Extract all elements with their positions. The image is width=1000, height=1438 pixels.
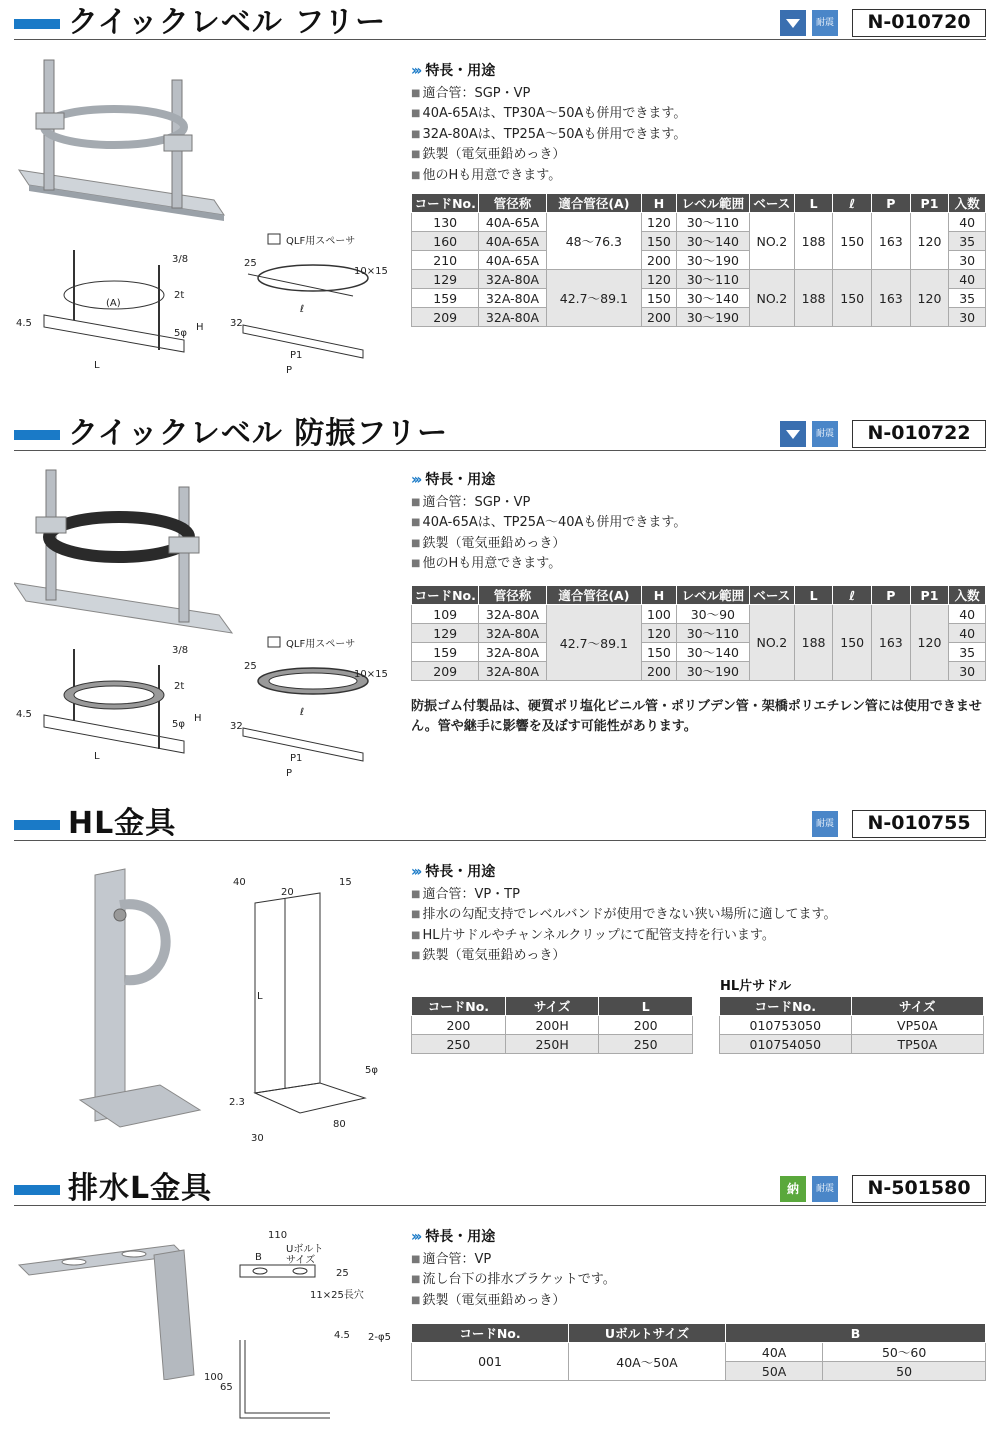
dim-label: 11×25長穴 xyxy=(310,1290,364,1301)
feature-item: ■ 他のHも用意できます。 xyxy=(411,554,686,575)
dim-label: 3/8 xyxy=(172,645,189,656)
cell: 40A-65A xyxy=(479,251,546,270)
feature-item: ■ HL片サドルやチャンネルクリップにて配管支持を行います。 xyxy=(411,926,837,947)
col-header: コードNo. xyxy=(412,997,506,1016)
cell: 35 xyxy=(949,643,986,662)
header-bar xyxy=(14,430,60,440)
cell: 010753050 xyxy=(720,1016,852,1035)
dim-label: L xyxy=(94,751,100,762)
hl-saddle-table xyxy=(719,996,984,1054)
spacer-drawing xyxy=(228,230,393,380)
dim-label: 32 xyxy=(230,721,243,732)
spacer-label: QLF用スペーサ xyxy=(286,236,356,247)
cell: NO.2 xyxy=(749,213,794,270)
col-header: 入数 xyxy=(949,586,986,605)
spacer-label: QLF用スペーサ xyxy=(286,639,356,650)
cell: 150 xyxy=(833,270,872,327)
cell: 120 xyxy=(642,624,677,643)
spacer-drawing xyxy=(228,633,393,783)
cell: 250H xyxy=(505,1035,599,1054)
product-code: N-010720 xyxy=(852,9,986,37)
table-row xyxy=(412,1016,693,1035)
section-quick-level-free xyxy=(0,0,1000,400)
cell: 40 xyxy=(949,624,986,643)
col-header: コードNo. xyxy=(720,997,852,1016)
table-row xyxy=(412,270,986,289)
cell: 150 xyxy=(642,232,677,251)
col-header: ℓ xyxy=(833,194,872,213)
dim-label: 25 xyxy=(336,1268,349,1279)
cell: 150 xyxy=(642,289,677,308)
cell: 130 xyxy=(412,213,479,232)
col-header: P xyxy=(872,194,911,213)
cell: 40 xyxy=(949,270,986,289)
dim-label: 4.5 xyxy=(16,709,32,720)
cell: 163 xyxy=(872,270,911,327)
col-header: コードNo. xyxy=(412,1324,569,1343)
cell: 48〜76.3 xyxy=(546,213,642,270)
section-header xyxy=(14,807,986,841)
cell: 150 xyxy=(642,643,677,662)
cell: 30〜140 xyxy=(676,289,749,308)
dim-label: 3/8 xyxy=(172,254,189,265)
header-bar xyxy=(14,820,60,830)
header-bar xyxy=(14,1185,60,1195)
cell: 163 xyxy=(872,213,911,270)
dim-label: 2t xyxy=(174,290,185,301)
seismic-icon: 耐震 xyxy=(812,421,838,447)
seismic-icon: 耐震 xyxy=(812,811,838,837)
col-header: コードNo. xyxy=(412,586,479,605)
cell: 30〜140 xyxy=(676,643,749,662)
col-header: レベル範囲 xyxy=(676,586,749,605)
col-header: 適合管径(A) xyxy=(546,586,642,605)
dim-label: 32 xyxy=(230,318,243,329)
feature-item: ■ 鉄製（電気亜鉛めっき） xyxy=(411,534,686,555)
cell: 30〜110 xyxy=(676,213,749,232)
dim-label: B xyxy=(255,1252,262,1263)
cell: 30〜90 xyxy=(676,605,749,624)
cell: 160 xyxy=(412,232,479,251)
dim-label: L xyxy=(257,991,263,1002)
cell: 50A xyxy=(726,1362,823,1381)
cell: 188 xyxy=(794,213,833,270)
col-header: H xyxy=(642,586,677,605)
cell: 32A-80A xyxy=(479,605,546,624)
feature-item: ■ 40A-65Aは、TP25A〜40Aも併用できます。 xyxy=(411,513,686,534)
cell: 120 xyxy=(642,213,677,232)
col-header: H xyxy=(642,194,677,213)
col-header: 適合管径(A) xyxy=(546,194,642,213)
col-header: ベース xyxy=(749,194,794,213)
header-bar xyxy=(14,19,60,29)
cell: 200 xyxy=(642,251,677,270)
feature-item: ■ 40A-65Aは、TP30A〜50Aも併用できます。 xyxy=(411,104,686,125)
dim-label: H xyxy=(194,713,202,724)
cell: 150 xyxy=(833,213,872,270)
cell: 209 xyxy=(412,308,479,327)
cell: 200 xyxy=(599,1016,693,1035)
cell: NO.2 xyxy=(749,605,794,681)
features-list xyxy=(411,1228,616,1311)
features-list xyxy=(411,863,837,967)
cell: 30 xyxy=(949,251,986,270)
spec-table xyxy=(411,996,693,1054)
dim-label: P1 xyxy=(290,753,303,764)
cell: 35 xyxy=(949,232,986,251)
col-header: L xyxy=(599,997,693,1016)
features-heading: ››› 特長・用途 xyxy=(411,472,496,488)
features-list xyxy=(411,471,686,575)
cell: 120 xyxy=(910,270,949,327)
cell: 100 xyxy=(642,605,677,624)
dim-label: 2t xyxy=(174,681,185,692)
section-header xyxy=(14,6,986,40)
feature-item: ■ 鉄製（電気亜鉛めっき） xyxy=(411,1291,616,1312)
spec-table xyxy=(411,1323,986,1381)
cell: 40A-65A xyxy=(479,213,546,232)
col-header: 管径称 xyxy=(479,194,546,213)
feature-item: ■ 32A-80Aは、TP25A〜50Aも併用できます。 xyxy=(411,125,686,146)
dim-label: P xyxy=(286,365,293,376)
cell: 150 xyxy=(833,605,872,681)
dim-label: ℓ xyxy=(300,304,305,315)
product-photo xyxy=(14,465,239,650)
seismic-icon: 耐震 xyxy=(812,10,838,36)
cell: 200 xyxy=(412,1016,506,1035)
col-header: ベース xyxy=(749,586,794,605)
dim-label: 10×15 xyxy=(354,669,388,680)
section-title: クイックレベル 防振フリー xyxy=(68,416,449,451)
cell: 32A-80A xyxy=(479,270,546,289)
features-heading: ››› 特長・用途 xyxy=(411,63,496,79)
section-header xyxy=(14,1172,986,1206)
dim-label: 65 xyxy=(220,1382,233,1393)
col-header: コードNo. xyxy=(412,194,479,213)
cell: 120 xyxy=(642,270,677,289)
col-header: レベル範囲 xyxy=(676,194,749,213)
down-triangle-icon xyxy=(780,10,806,36)
spec-table xyxy=(411,193,986,327)
col-header: サイズ xyxy=(505,997,599,1016)
product-photo xyxy=(14,55,234,235)
section-quick-level-vibration-free xyxy=(0,415,1000,795)
cell: 50 xyxy=(823,1362,986,1381)
cell: 159 xyxy=(412,289,479,308)
product-photo xyxy=(14,1240,204,1380)
dim-label: 2.3 xyxy=(229,1097,245,1108)
dim-label: Uボルト xyxy=(286,1244,324,1255)
cell: 32A-80A xyxy=(479,624,546,643)
feature-item: ■ 適合管：SGP・VP xyxy=(411,84,686,105)
feature-item: ■ 他のHも用意できます。 xyxy=(411,166,686,187)
cell: 40A xyxy=(726,1343,823,1362)
cell: 250 xyxy=(412,1035,506,1054)
cell: 010754050 xyxy=(720,1035,852,1054)
dim-label: 80 xyxy=(333,1119,346,1130)
dim-label: 25 xyxy=(244,258,257,269)
features-list xyxy=(411,62,686,187)
cell: 209 xyxy=(412,662,479,681)
features-heading: ››› 特長・用途 xyxy=(411,864,496,880)
col-header: ℓ xyxy=(833,586,872,605)
dim-label: 10×15 xyxy=(354,266,388,277)
cell: 42.7〜89.1 xyxy=(546,270,642,327)
cell: 210 xyxy=(412,251,479,270)
col-header: サイズ xyxy=(851,997,983,1016)
table-row xyxy=(720,1035,984,1054)
cell: 30 xyxy=(949,662,986,681)
cell: 32A-80A xyxy=(479,662,546,681)
dim-label: 15 xyxy=(339,877,352,888)
col-header: L xyxy=(794,194,833,213)
dim-label: L xyxy=(94,360,100,371)
col-header: 管径称 xyxy=(479,586,546,605)
dim-label: 110 xyxy=(268,1230,288,1241)
cell: 40 xyxy=(949,605,986,624)
cell: 30〜110 xyxy=(676,270,749,289)
dim-label: 4.5 xyxy=(334,1330,350,1341)
col-header: P1 xyxy=(910,194,949,213)
feature-item: ■ 鉄製（電気亜鉛めっき） xyxy=(411,946,837,967)
col-header: P1 xyxy=(910,586,949,605)
dim-label: ℓ xyxy=(300,707,305,718)
product-code: N-501580 xyxy=(852,1175,986,1203)
cell: 30〜140 xyxy=(676,232,749,251)
cell: 200 xyxy=(642,308,677,327)
delivery-icon: 納 xyxy=(780,1176,806,1202)
down-triangle-icon xyxy=(780,421,806,447)
cell: 30〜190 xyxy=(676,251,749,270)
section-header xyxy=(14,417,986,451)
cell: 32A-80A xyxy=(479,308,546,327)
dim-label: P1 xyxy=(290,350,303,361)
section-hl-bracket xyxy=(0,805,1000,1155)
cell: 30〜110 xyxy=(676,624,749,643)
cell: TP50A xyxy=(851,1035,983,1054)
cell: 30〜190 xyxy=(676,308,749,327)
cell: 120 xyxy=(910,213,949,270)
dimension-drawing xyxy=(225,873,395,1143)
product-photo xyxy=(70,865,210,1145)
dim-label: サイズ xyxy=(286,1255,316,1266)
dim-label: 30 xyxy=(251,1133,264,1143)
cell: 129 xyxy=(412,624,479,643)
section-title: クイックレベル フリー xyxy=(68,5,387,40)
cell: 30 xyxy=(949,308,986,327)
seismic-icon: 耐震 xyxy=(812,1176,838,1202)
col-header: B xyxy=(726,1324,986,1343)
table-row xyxy=(720,1016,984,1035)
cell: 188 xyxy=(794,270,833,327)
table-row xyxy=(412,1035,693,1054)
cell: 129 xyxy=(412,270,479,289)
col-header: L xyxy=(794,586,833,605)
cell: 200H xyxy=(505,1016,599,1035)
section-title: HL金具 xyxy=(68,806,177,841)
cell: 50〜60 xyxy=(823,1343,986,1362)
cell: 35 xyxy=(949,289,986,308)
feature-item: ■ 排水の勾配支持でレベルバンドが使用できない狭い場所に適してます。 xyxy=(411,905,837,926)
col-header: 入数 xyxy=(949,194,986,213)
dim-label: (A) xyxy=(106,298,121,309)
cell: 188 xyxy=(794,605,833,681)
table-row xyxy=(412,605,986,624)
feature-item: ■ 適合管：VP・TP xyxy=(411,885,837,906)
cell: 163 xyxy=(872,605,911,681)
cell: 32A-80A xyxy=(479,643,546,662)
dim-label: 25 xyxy=(244,661,257,672)
cell: 30〜190 xyxy=(676,662,749,681)
dimension-drawing xyxy=(14,240,214,390)
cell: NO.2 xyxy=(749,270,794,327)
product-code: N-010755 xyxy=(852,810,986,838)
col-header: Uボルトサイズ xyxy=(569,1324,726,1343)
cell: 40 xyxy=(949,213,986,232)
cell: 40A〜50A xyxy=(569,1343,726,1381)
cell: 120 xyxy=(910,605,949,681)
feature-item: ■ 適合管：SGP・VP xyxy=(411,493,686,514)
product-code: N-010722 xyxy=(852,420,986,448)
cell: 42.7〜89.1 xyxy=(546,605,642,681)
section-drain-l-bracket xyxy=(0,1170,1000,1438)
cell: 109 xyxy=(412,605,479,624)
hl-saddle-title: HL片サドル xyxy=(720,979,792,994)
dim-label: H xyxy=(196,322,204,333)
caution-note: 防振ゴム付製品は、硬質ポリ塩化ビニル管・ポリブデン管・架橋ポリエチレン管には使用できません。管や継手に影響を及ぼす可能性があります。 xyxy=(411,699,982,734)
dim-label: 5φ xyxy=(172,719,185,730)
dimension-drawing xyxy=(14,643,214,793)
section-title: 排水L金具 xyxy=(68,1171,213,1206)
feature-item: ■ 流し台下の排水ブラケットです。 xyxy=(411,1270,616,1291)
dim-label: 4.5 xyxy=(16,318,32,329)
features-heading: ››› 特長・用途 xyxy=(411,1229,496,1245)
dim-label: 20 xyxy=(281,887,294,898)
cell: 159 xyxy=(412,643,479,662)
cell: 200 xyxy=(642,662,677,681)
table-row xyxy=(412,213,986,232)
cell: 40A-65A xyxy=(479,232,546,251)
feature-item: ■ 適合管：VP xyxy=(411,1250,616,1271)
feature-item: ■ 鉄製（電気亜鉛めっき） xyxy=(411,145,686,166)
dim-label: 5φ xyxy=(365,1065,378,1076)
cell: 32A-80A xyxy=(479,289,546,308)
cell: 250 xyxy=(599,1035,693,1054)
dim-label: P xyxy=(286,768,293,779)
dim-label: 5φ xyxy=(174,328,187,339)
col-header: P xyxy=(872,586,911,605)
table-row xyxy=(412,1343,986,1362)
cell: 001 xyxy=(412,1343,569,1381)
spec-table xyxy=(411,585,986,681)
dim-label: 2-φ5 xyxy=(368,1332,391,1343)
dim-label: 100 xyxy=(204,1372,224,1383)
dim-label: 40 xyxy=(233,877,246,888)
dimension-drawing xyxy=(200,1230,400,1430)
cell: VP50A xyxy=(851,1016,983,1035)
